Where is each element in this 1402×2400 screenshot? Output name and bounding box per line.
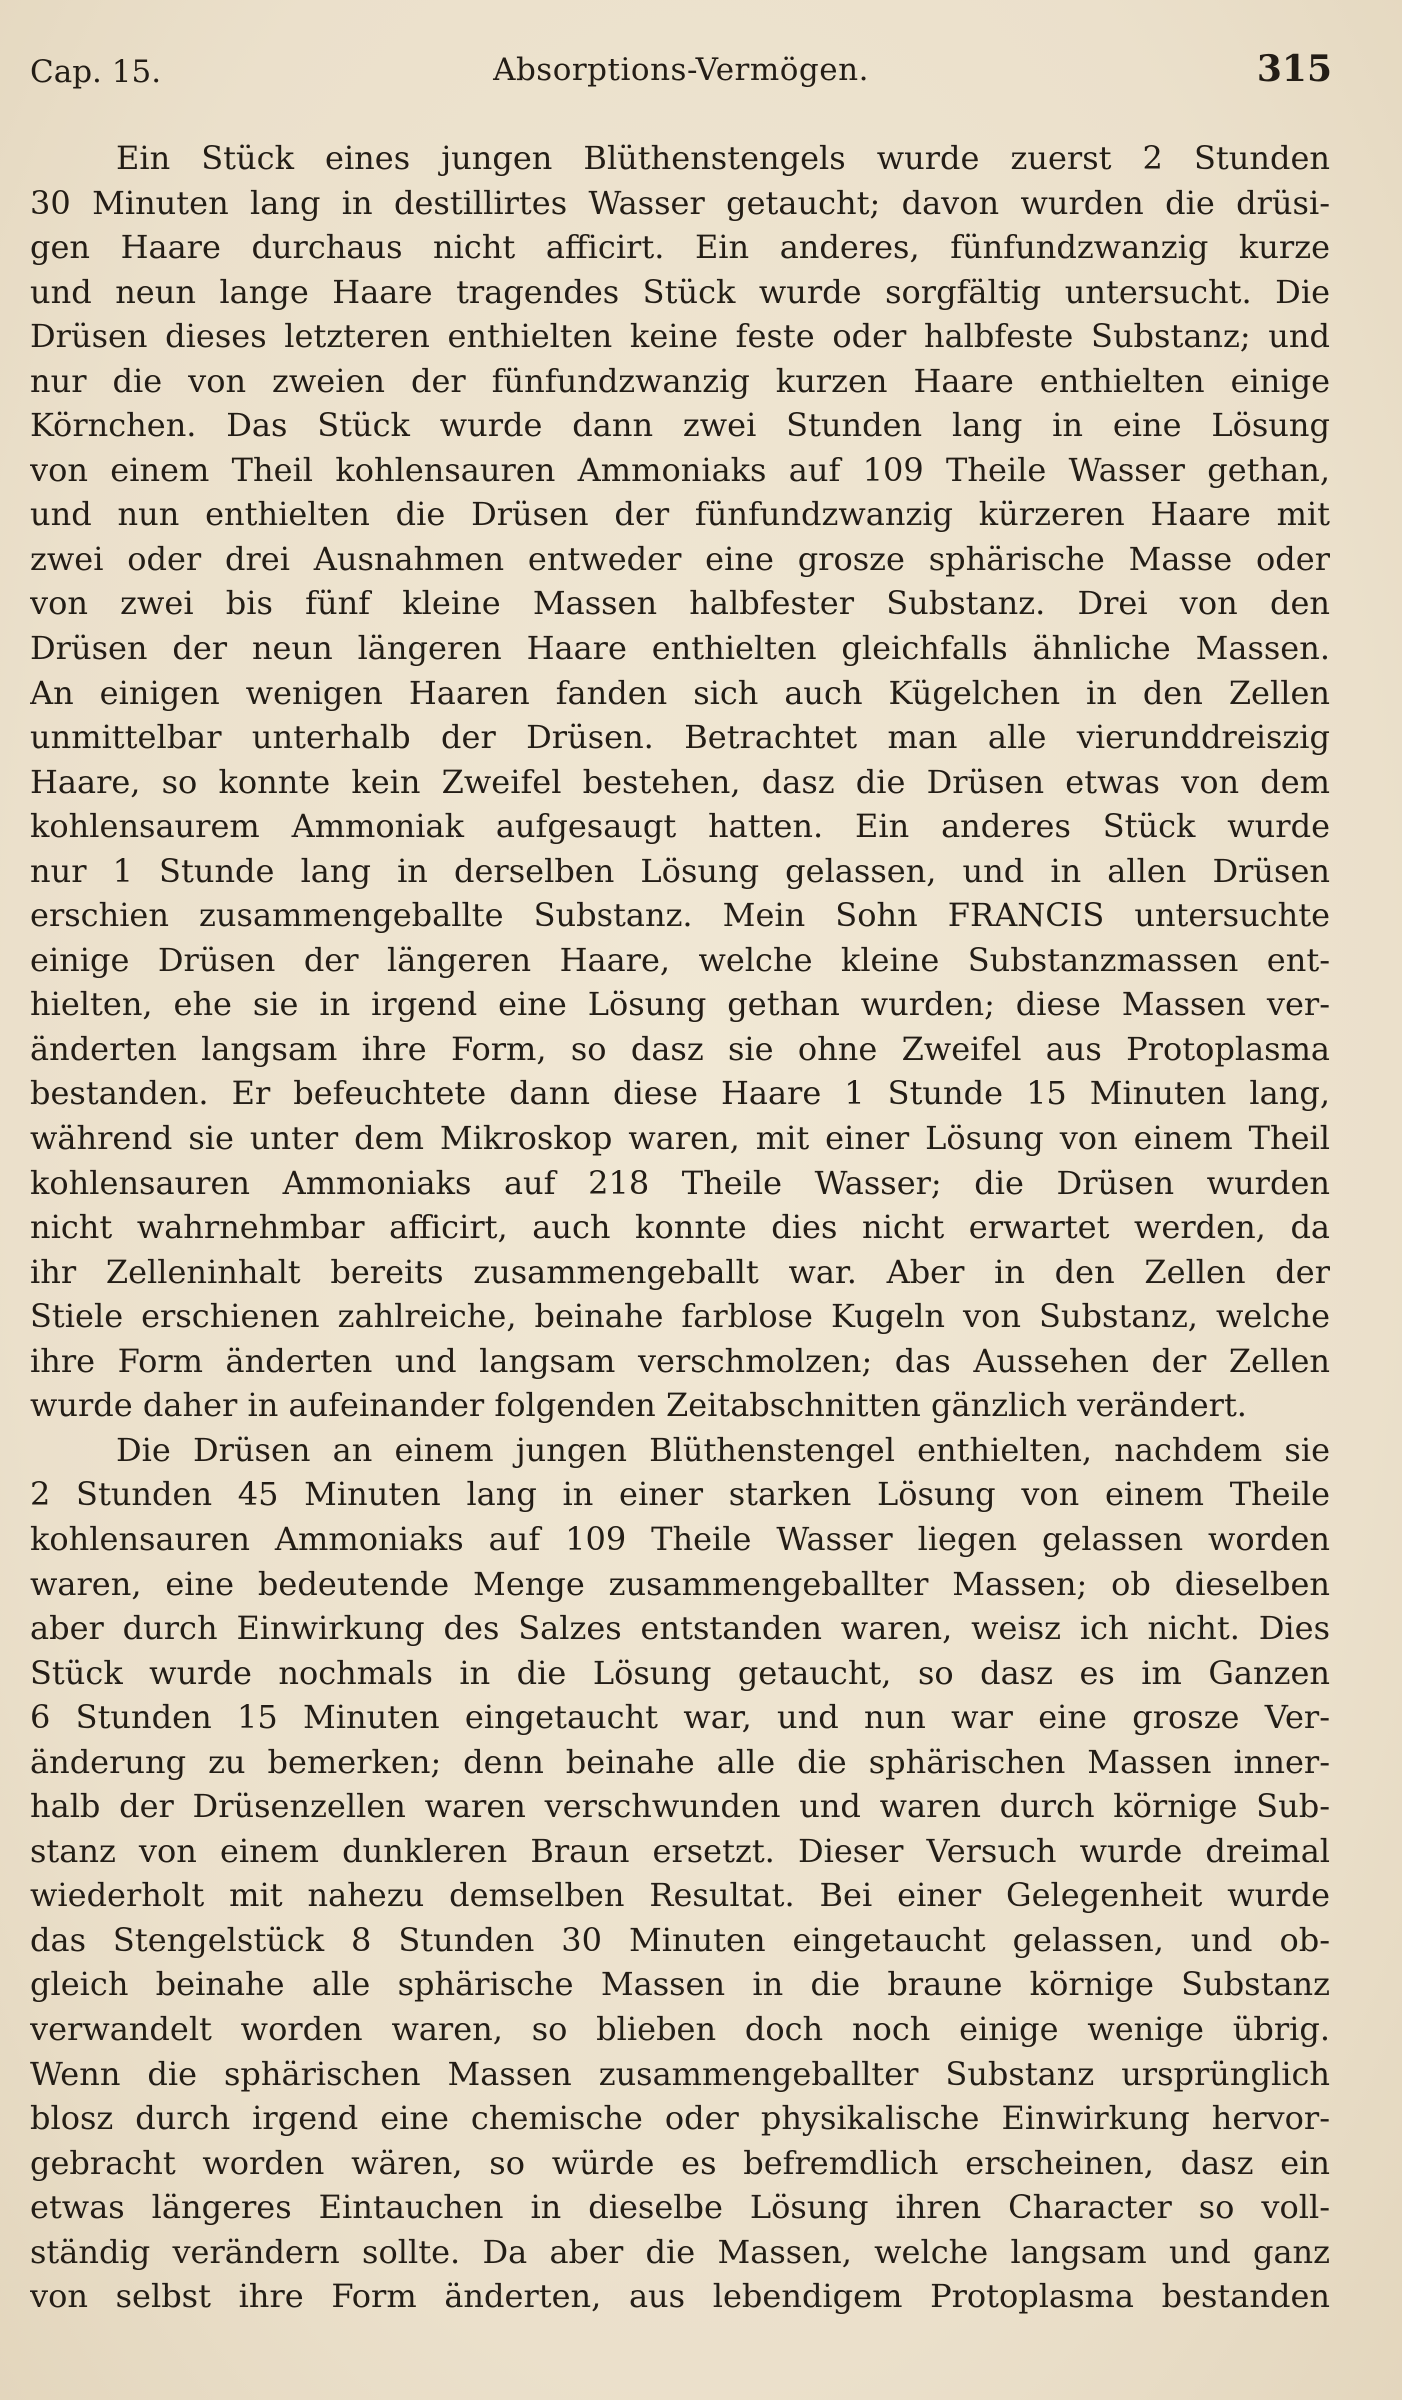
paragraph-2	[30, 1428, 1330, 2319]
body-text	[30, 136, 1330, 2319]
text-line: Drüsen dieses letzteren enthielten keine feste oder halbfeste Substanz; und	[30, 317, 1330, 356]
text-line: 2 Stunden 45 Minuten lang in einer starken Lösung von einem Theile	[30, 1475, 1330, 1514]
text-line: bestanden. Er befeuchtete dann diese Haare 1 Stunde 15 Minuten lang,	[30, 1074, 1330, 1113]
text-line: ihre Form änderten und langsam verschmolzen; das Aussehen der Zellen	[30, 1341, 1330, 1380]
text-line: kohlensaurem Ammoniak aufgesaugt hatten. Ein anderes Stück wurde	[30, 807, 1330, 846]
text-line: An einigen wenigen Haaren fanden sich auch Kügelchen in den Zellen	[30, 673, 1330, 712]
text-line: etwas längeres Eintauchen in dieselbe Lösung ihren Character so voll-	[30, 2188, 1330, 2227]
text-line: wiederholt mit nahezu demselben Resultat. Bei einer Gelegenheit wurde	[30, 1876, 1330, 1915]
text-line: während sie unter dem Mikroskop waren, mit einer Lösung von einem Theil	[30, 1119, 1330, 1158]
text-line: einige Drüsen der längeren Haare, welche kleine Substanzmassen ent-	[30, 940, 1330, 979]
text-line: gleich beinahe alle sphärische Massen in die braune körnige Substanz	[30, 1965, 1330, 2004]
text-line: Ein Stück eines jungen Blüthenstengels wurde zuerst 2 Stunden	[116, 139, 1330, 177]
text-line: Die Drüsen an einem jungen Blüthenstengel enthielten, nachdem sie	[116, 1430, 1330, 1469]
text-line: nur 1 Stunde lang in derselben Lösung gelassen, und in allen Drüsen	[30, 851, 1330, 890]
text-line: blosz durch irgend eine chemische oder physikalische Einwirkung hervor-	[30, 2099, 1330, 2138]
text-line: erschien zusammengeballte Substanz. Mein Sohn FRANCIS untersuchte	[30, 896, 1330, 935]
text-line: aber durch Einwirkung des Salzes entstanden waren, weisz ich nicht. Dies	[30, 1609, 1330, 1648]
text-line: waren, eine bedeutende Menge zusammengeballter Massen; ob dieselben	[30, 1564, 1330, 1603]
paragraph-1	[30, 136, 1330, 1428]
text-line: gen Haare durchaus nicht afficirt. Ein anderes, fünfundzwanzig kurze	[30, 228, 1330, 267]
text-line: nur die von zweien der fünfundzwanzig kurzen Haare enthielten einige	[30, 361, 1330, 400]
text-line: das Stengelstück 8 Stunden 30 Minuten eingetaucht gelassen, und ob-	[30, 1920, 1330, 1959]
text-line: gebracht worden wären, so würde es befremdlich erscheinen, dasz ein	[30, 2143, 1330, 2182]
text-line: Körnchen. Das Stück wurde dann zwei Stunden lang in eine Lösung	[30, 406, 1330, 445]
text-line: von selbst ihre Form änderten, aus lebendigem Protoplasma bestanden	[30, 2277, 1330, 2316]
text-line: hielten, ehe sie in irgend eine Lösung gethan wurden; diese Massen ver-	[30, 985, 1330, 1024]
text-line: Stiele erschienen zahlreiche, beinahe farblose Kugeln von Substanz, welche	[30, 1297, 1330, 1336]
text-line: 6 Stunden 15 Minuten eingetaucht war, und nun war eine grosze Ver-	[30, 1698, 1330, 1737]
running-header	[30, 48, 1332, 98]
page-number: 315	[1256, 48, 1332, 90]
text-line: Stück wurde nochmals in die Lösung getaucht, so dasz es im Ganzen	[30, 1653, 1330, 1692]
running-title: Absorptions-Vermögen.	[493, 52, 869, 88]
text-line: von zwei bis fünf kleine Massen halbfester Substanz. Drei von den	[30, 584, 1330, 623]
text-line: ihr Zelleninhalt bereits zusammengeballt war. Aber in den Zellen der	[30, 1252, 1330, 1291]
text-line: und nun enthielten die Drüsen der fünfundzwanzig kürzeren Haare mit	[30, 495, 1330, 534]
text-line: änderten langsam ihre Form, so dasz sie ohne Zweifel aus Protoplasma	[30, 1029, 1330, 1068]
text-line: von einem Theil kohlensauren Ammoniaks auf 109 Theile Wasser gethan,	[30, 450, 1330, 489]
text-line: kohlensauren Ammoniaks auf 218 Theile Wasser; die Drüsen wurden	[30, 1163, 1330, 1202]
text-line: stanz von einem dunkleren Braun ersetzt. Dieser Versuch wurde dreimal	[30, 1831, 1330, 1870]
text-line: halb der Drüsenzellen waren verschwunden und waren durch körnige Sub-	[30, 1787, 1330, 1826]
text-line: ständig verändern sollte. Da aber die Massen, welche langsam und ganz	[30, 2232, 1330, 2271]
text-line: verwandelt worden waren, so blieben doch noch einige wenige übrig.	[30, 2009, 1330, 2048]
text-line: kohlensauren Ammoniaks auf 109 Theile Wasser liegen gelassen worden	[30, 1519, 1330, 1558]
text-line: Drüsen der neun längeren Haare enthielten gleichfalls ähnliche Massen.	[30, 629, 1330, 668]
text-line: zwei oder drei Ausnahmen entweder eine grosze sphärische Masse oder	[30, 539, 1330, 578]
text-line: und neun lange Haare tragendes Stück wurde sorgfältig untersucht. Die	[30, 272, 1330, 311]
text-line: wurde daher in aufeinander folgenden Zeitabschnitten gänzlich verändert.	[30, 1386, 1247, 1425]
text-line: änderung zu bemerken; denn beinahe alle die sphärischen Massen inner-	[30, 1742, 1330, 1781]
text-line: 30 Minuten lang in destillirtes Wasser getaucht; davon wurden die drüsi-	[30, 183, 1330, 222]
text-line: nicht wahrnehmbar afficirt, auch konnte dies nicht erwartet werden, da	[30, 1208, 1330, 1247]
text-line: Wenn die sphärischen Massen zusammengeballter Substanz ursprünglich	[30, 2054, 1330, 2093]
chapter-label: Cap. 15.	[30, 54, 162, 90]
text-line: Haare, so konnte kein Zweifel bestehen, dasz die Drüsen etwas von dem	[30, 762, 1330, 801]
text-line: unmittelbar unterhalb der Drüsen. Betrachtet man alle vierunddreiszig	[30, 718, 1330, 757]
